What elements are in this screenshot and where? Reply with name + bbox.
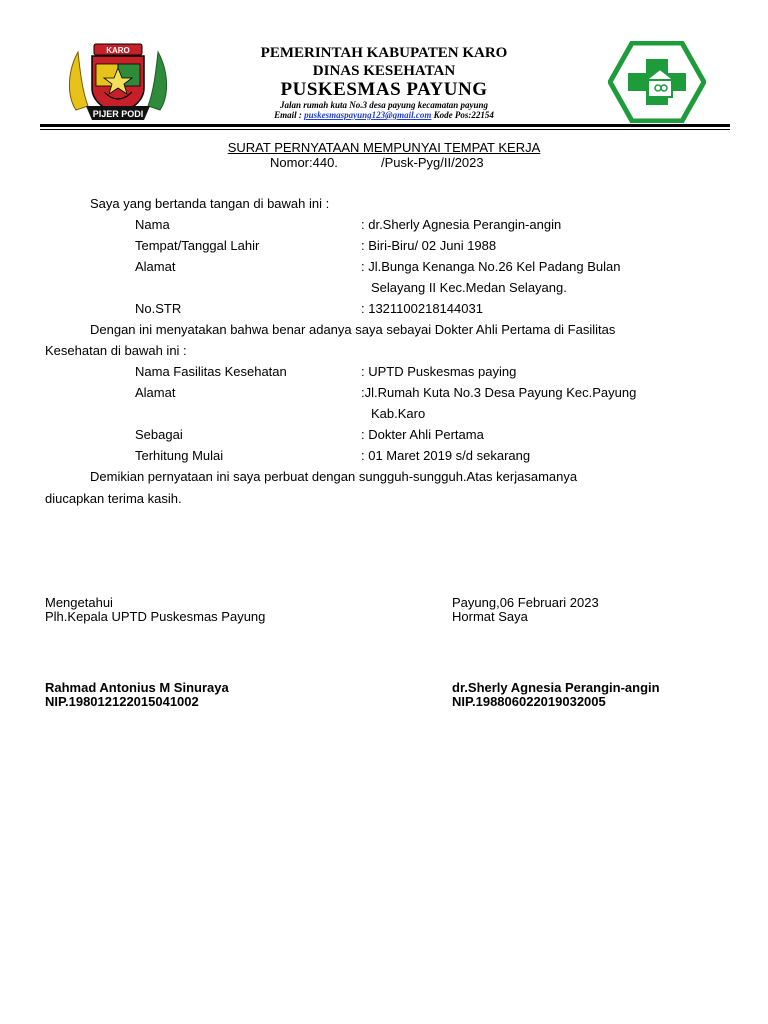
person-address-label: Alamat [135,259,176,274]
postcode: Kode Pos:22154 [431,110,494,120]
letterhead-department: DINAS KESEHATAN [312,63,456,79]
letter-number-code: /Pusk-Pyg/II/2023 [381,155,484,170]
person-birth-value: : Biri-Biru/ 02 Juni 1988 [361,238,497,253]
statement-line-1: Dengan ini menyatakan bahwa benar adanya saya sebayai Dokter Ahli Pertama di Fasilitas [90,322,616,337]
facility-start-value: : 01 Maret 2019 s/d sekarang [361,448,531,463]
sign-right-name: dr.Sherly Agnesia Perangin-angin [452,680,660,695]
person-address-value-1: : Jl.Bunga Kenanga No.26 Kel Padang Bulan [361,259,621,274]
sign-left-line-2: Plh.Kepala UPTD Puskesmas Payung [45,609,266,624]
person-birth-label: Tempat/Tanggal Lahir [135,238,260,253]
emblem-ribbon-text: PIJER PODI [92,109,144,119]
person-str-label: No.STR [135,301,182,316]
person-str-value: : 1321100218144031 [361,301,483,316]
closing-line-1: Demikian pernyataan ini saya perbuat dengan sungguh-sungguh.Atas kerjasamanya [90,469,578,484]
facility-address-value-2: Kab.Karo [371,406,426,421]
facility-role-label: Sebagai [135,427,183,442]
emblem-top-text: KARO [106,46,130,55]
letter-number-label: Nomor:440. [270,155,338,170]
sign-right-line-1: Payung,06 Februari 2023 [452,595,599,610]
sign-left-line-1: Mengetahui [45,595,113,610]
letterhead-rule-thick [40,124,730,127]
sign-left-nip: NIP.198012122015041002 [45,694,199,709]
email-label: Email : [274,110,305,120]
email-link[interactable]: puskesmaspayung123@gmail.com [304,110,432,120]
facility-address-label: Alamat [135,385,176,400]
intro-text: Saya yang bertanda tangan di bawah ini : [90,196,330,211]
sign-left-name: Rahmad Antonius M Sinuraya [45,680,229,695]
sign-right-line-2: Hormat Saya [452,609,528,624]
letterhead-institution: PUSKESMAS PAYUNG [280,79,488,100]
facility-address-value-1: :Jl.Rumah Kuta No.3 Desa Payung Kec.Payung [361,385,637,400]
letterhead-rule-thin [40,129,730,130]
person-name-value: : dr.Sherly Agnesia Perangin-angin [361,217,562,232]
person-name-label: Nama [135,217,170,232]
closing-line-2: diucapkan terima kasih. [45,491,182,506]
statement-line-2: Kesehatan di bawah ini : [45,343,187,358]
facility-role-value: : Dokter Ahli Pertama [361,427,484,442]
facility-name-value: : UPTD Puskesmas paying [361,364,517,379]
facility-name-label: Nama Fasilitas Kesehatan [135,364,287,379]
letterhead-contact [0,110,768,120]
letterhead-address: Jalan rumah kuta No.3 desa payung kecamatan payung [279,100,489,110]
letterhead-government: PEMERINTAH KABUPATEN KARO [260,45,508,61]
facility-start-label: Terhitung Mulai [135,448,224,463]
sign-right-nip: NIP.198806022019032005 [452,694,606,709]
letter-title: SURAT PERNYATAAN MEMPUNYAI TEMPAT KERJA [227,140,541,155]
person-address-value-2: Selayang II Kec.Medan Selayang. [371,280,567,295]
